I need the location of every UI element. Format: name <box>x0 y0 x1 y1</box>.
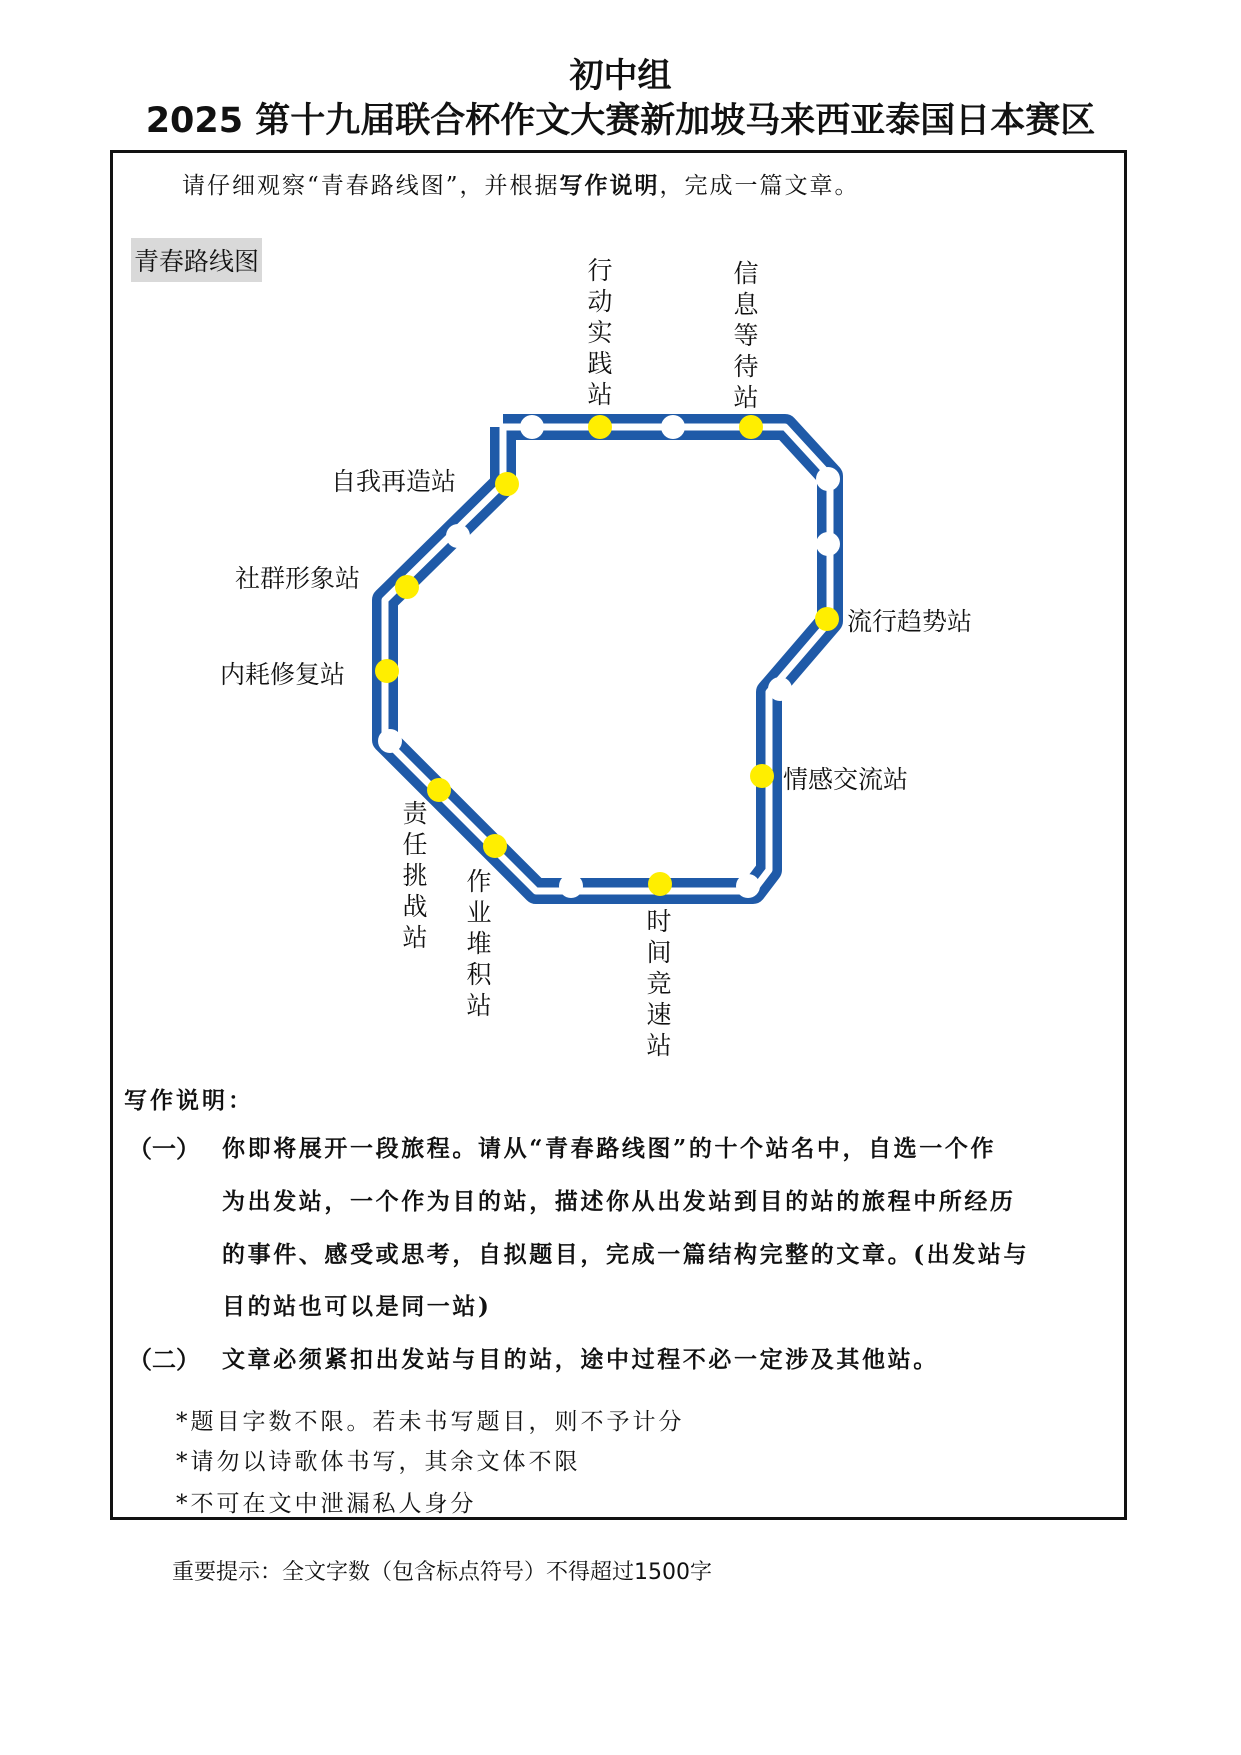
station-label-emotion: 情感交流站 <box>783 765 909 794</box>
station-emotion <box>750 764 774 788</box>
page-title-group: 初中组 <box>569 56 672 96</box>
page-title: 2025 第十九届联合杯作文大赛新加坡马来西亚泰国日本赛区 <box>145 101 1096 141</box>
station-remake <box>495 472 519 496</box>
station-duty <box>427 778 451 802</box>
stop-white <box>520 415 544 439</box>
stop-white <box>661 415 685 439</box>
intro-suffix: ，完成一篇文章。 <box>659 173 860 199</box>
map-label: 青春路线图 <box>131 238 262 282</box>
rule-1-line: 为出发站，一个作为目的站，描述你从出发站到目的站的旅程中所经历 <box>222 1188 1016 1215</box>
rule-1-line: 目的站也可以是同一站) <box>222 1293 492 1320</box>
note-item: *不可在文中泄漏私人身分 <box>176 1491 477 1517</box>
rule-2-number: （二） <box>128 1345 200 1374</box>
stop-white <box>559 874 583 898</box>
rule-1-number: （一） <box>128 1134 200 1163</box>
intro-bold: 写作说明 <box>559 172 660 199</box>
rule-2-text: 文章必须紧扣出发站与目的站，途中过程不必一定涉及其他站。 <box>222 1346 939 1373</box>
station-label-remake: 自我再造站 <box>331 467 457 496</box>
intro-prefix: 请仔细观察“青春路线图”，并根据 <box>182 173 560 199</box>
note-item: *题目字数不限。若未书写题目，则不予计分 <box>176 1409 685 1435</box>
station-label-homework: 作业堆积站 <box>466 867 492 1020</box>
station-label-community: 社群形象站 <box>235 564 361 593</box>
stop-white <box>736 874 760 898</box>
station-info <box>739 415 763 439</box>
stop-white <box>816 532 840 556</box>
station-label-time: 时间竞速站 <box>646 907 672 1060</box>
station-trend <box>815 607 839 631</box>
stop-white <box>446 524 470 548</box>
stop-white <box>816 467 840 491</box>
station-community <box>395 575 419 599</box>
notes-title: 写作说明： <box>124 1087 254 1114</box>
stop-white <box>768 677 792 701</box>
note-item: *请勿以诗歌体书写，其余文体不限 <box>176 1449 581 1475</box>
rule-1-line: 的事件、感受或思考，自拟题目，完成一篇结构完整的文章。(出发站与 <box>222 1241 1030 1268</box>
station-repair <box>375 659 399 683</box>
important-notice: 重要提示：全文字数（包含标点符号）不得超过1500字 <box>172 1560 712 1585</box>
station-action <box>588 415 612 439</box>
station-time <box>648 872 672 896</box>
station-label-trend: 流行趋势站 <box>847 607 973 636</box>
rule-1-line: 你即将展开一段旅程。请从“青春路线图”的十个站名中，自选一个作 <box>222 1135 997 1162</box>
stop-white <box>378 729 402 753</box>
station-label-action: 行动实践站 <box>587 256 613 409</box>
station-label-duty: 责任挑战站 <box>402 799 428 952</box>
station-homework <box>483 834 507 858</box>
station-label-repair: 内耗修复站 <box>220 660 346 689</box>
station-label-info: 信息等待站 <box>733 259 759 412</box>
